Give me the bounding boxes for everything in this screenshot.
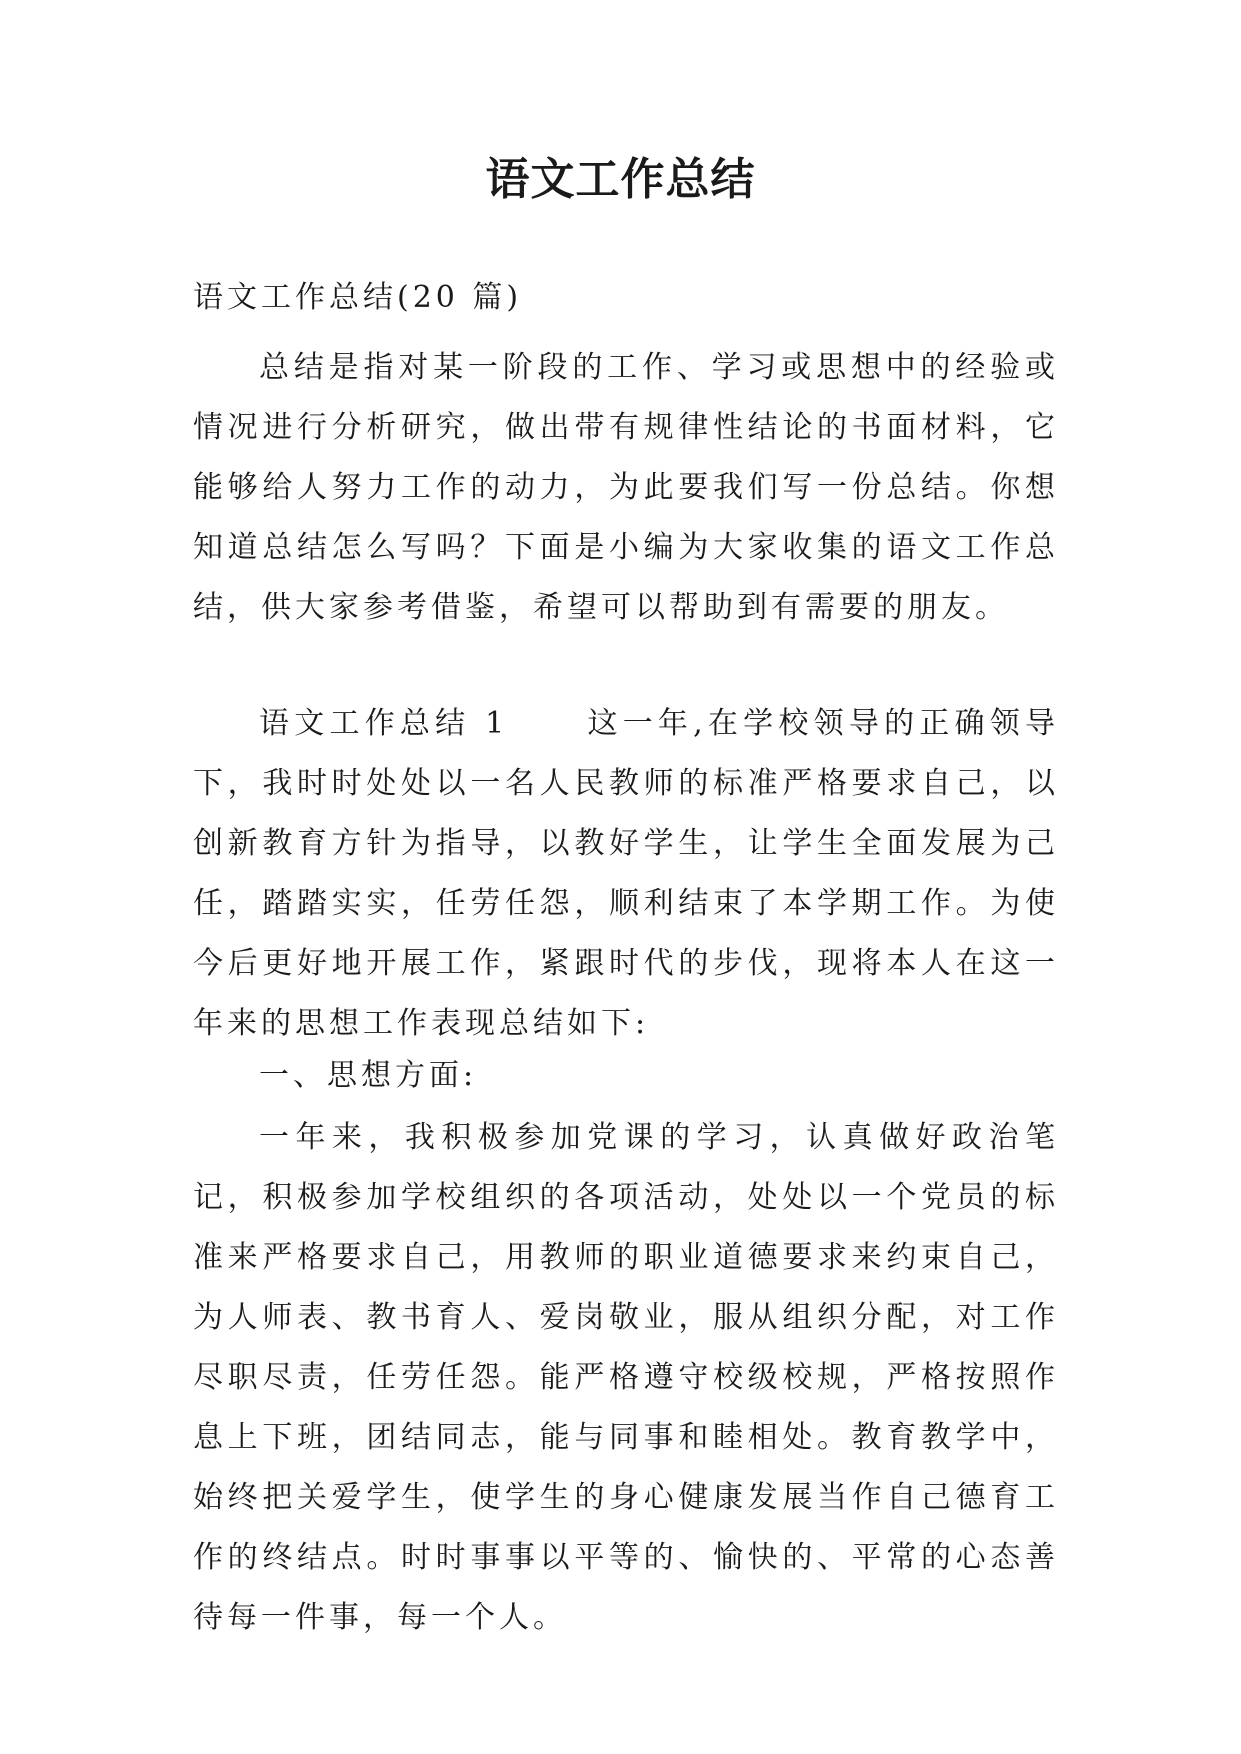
- document-subtitle: 语文工作总结(20 篇): [193, 280, 523, 315]
- document-title: 语文工作总结: [485, 154, 756, 205]
- section-1-label: 语文工作总结 1: [259, 706, 509, 741]
- intro-paragraph: 总结是指对某一阶段的工作、学习或思想中的经验或情况进行分析研究，做出带有规律性结论的书面材料，它能够给人努力工作的动力，为此要我们写一份总结。你想知道总结怎么写吗？下面是小编为大家收集的语文工作总结，供大家参考借鉴，希望可以帮助到有需要的朋友。: [193, 350, 1059, 625]
- section-1-paragraph: [193, 694, 1059, 1054]
- section-1-text: 这一年,在学校领导的正确领导下，我时时处处以一名人民教师的标准严格要求自己，以创新教育方针为指导，以教好学生，让学生全面发展为己任，踏踏实实，任劳任怨，顺利结束了本学期工作。为使今后更好地开展工作，紧跟时代的步伐，现将本人在这一年来的思想工作表现总结如下:: [193, 706, 1059, 1041]
- section-heading: 一、思想方面:: [259, 1058, 478, 1093]
- thought-paragraph: 一年来，我积极参加党课的学习，认真做好政治笔记，积极参加学校组织的各项活动，处处以一个党员的标准来严格要求自己，用教师的职业道德要求来约束自己，为人师表、教书育人、爱岗敬业，服从组织分配，对工作尽职尽责，任劳任怨。能严格遵守校级校规，严格按照作息上下班，团结同志，能与同事和睦相处。教育教学中，始终把关爱学生，使学生的身心健康发展当作自己德育工作的终结点。时时事事以平等的、愉快的、平常的心态善待每一件事，每一个人。: [193, 1120, 1059, 1635]
